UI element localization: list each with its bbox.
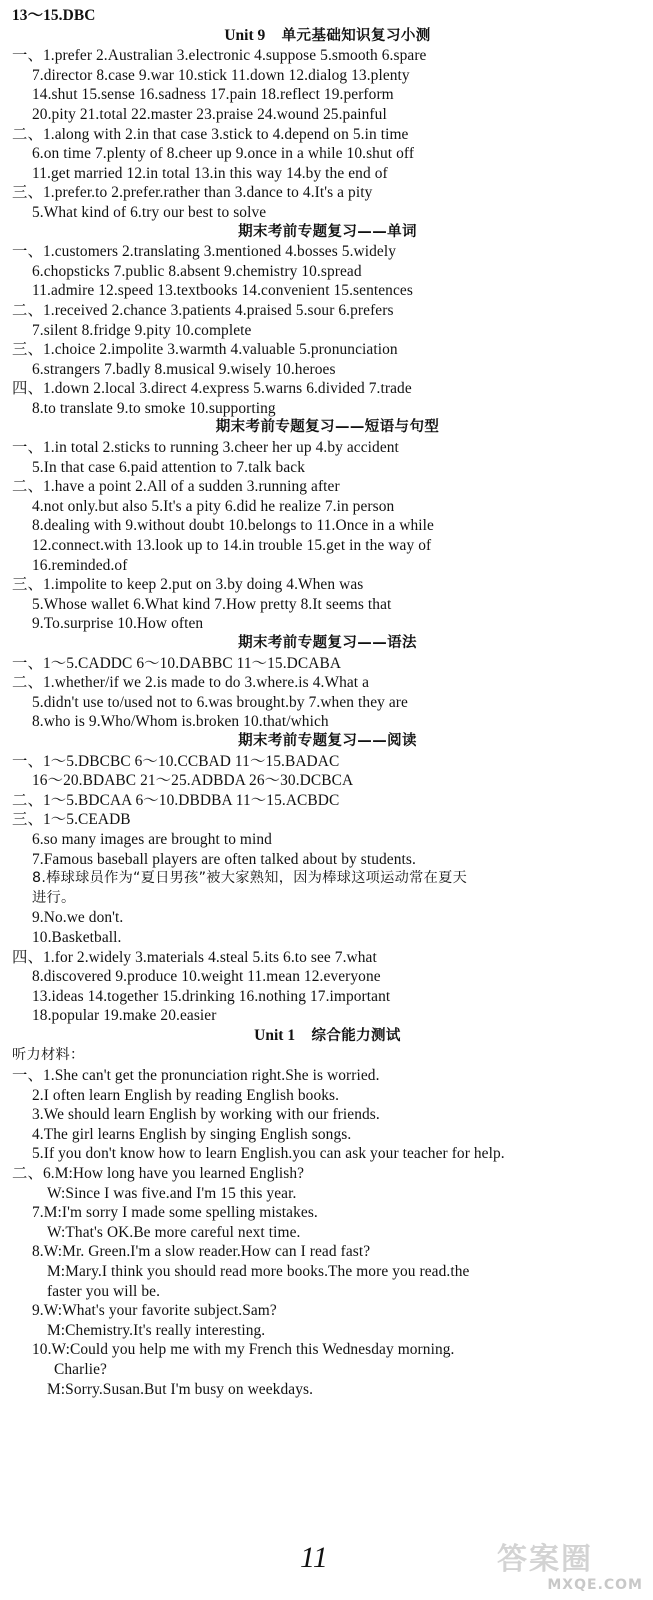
answer-line: 10.Basketball. (32, 928, 122, 946)
answer-line: 9.No.we don't. (32, 909, 124, 927)
answer-line: 16～20.BDABC 21～25.ADBDA 26～30.DCBCA (32, 772, 354, 790)
answer-line: 7.Famous baseball players are often talked about by students. (32, 850, 416, 868)
heading-text: 综合能力测试 (311, 1027, 401, 1044)
page-number: 11 (300, 1541, 328, 1574)
section-heading (12, 223, 643, 243)
answer-line: 7.silent 8.fridge 9.pity 10.complete (32, 321, 252, 339)
answer-line: faster you will be. (47, 1282, 161, 1300)
site-watermark (497, 1542, 647, 1596)
answer-line: 四、1.down 2.local 3.direct 4.express 5.warns 6.divided 7.trade (12, 380, 412, 398)
answer-line: 13～15.DBC (12, 7, 96, 24)
answer-line: 9.To.surprise 10.How often (32, 615, 204, 633)
answer-line: 二、1.whether/if we 2.is made to do 3.where.is 4.What a (12, 674, 370, 692)
answer-line: 5.What kind of 6.try our best to solve (32, 203, 267, 221)
answer-line: 一、1.prefer 2.Australian 3.electronic 4.suppose 5.smooth 6.spare (12, 47, 427, 65)
answer-line: 2.I often learn English by reading English books. (32, 1086, 340, 1104)
answer-line: 8.棒球球员作为“夏日男孩”被大家熟知，因为棒球这项运动常在夏天 (32, 870, 468, 887)
answer-lines (12, 6, 643, 1399)
answer-line: 12.connect.with 13.look up to 14.in trouble 15.get in the way of (32, 537, 432, 555)
answer-line: 一、1～5.DBCBC 6～10.CCBAD 11～15.BADAC (12, 752, 340, 770)
heading-text: 期末考前专题复习——短语与句型 (215, 419, 440, 436)
heading-text: 期末考前专题复习——单词 (238, 223, 417, 240)
section-heading (12, 418, 643, 438)
answer-line: 8.discovered 9.produce 10.weight 11.mean 12.everyone (32, 968, 381, 986)
answer-line: 二、6.M:How long have you learned English? (12, 1165, 305, 1183)
answer-line: 6.strangers 7.badly 8.musical 9.wisely 10.heroes (32, 360, 336, 378)
answer-line: M:Sorry.Susan.But I'm busy on weekdays. (47, 1380, 314, 1398)
answer-line: 3.We should learn English by working with our friends. (32, 1106, 380, 1124)
heading-text: 期末考前专题复习——阅读 (238, 732, 417, 749)
answer-line: 二、1.have a point 2.All of a sudden 3.running after (12, 478, 340, 496)
answer-line: 5.In that case 6.paid attention to 7.talk back (32, 458, 305, 476)
answer-line: 一、1.customers 2.translating 3.mentioned 4.bosses 5.widely (12, 243, 397, 261)
answer-line: 三、1～5.CEADB (12, 811, 131, 829)
answer-line: W:That's OK.Be more careful next time. (47, 1223, 301, 1241)
answer-line: 10.W:Could you help me with my French this Wednesday morning. (32, 1341, 455, 1359)
answer-line: 二、1.received 2.chance 3.patients 4.praised 5.sour 6.prefers (12, 301, 394, 319)
watermark-url: MXQE.COM (547, 1577, 643, 1594)
section-heading (12, 634, 643, 654)
answer-line: M:Chemistry.It's really interesting. (47, 1321, 266, 1339)
answer-line: 5.didn't use to/used not to 6.was brought.by 7.when they are (32, 693, 408, 711)
answer-line: 18.popular 19.make 20.easier (32, 1007, 217, 1025)
answer-line: 四、1.for 2.widely 3.materials 4.steal 5.its 6.to see 7.what (12, 948, 377, 966)
answer-line: 16.reminded.of (32, 556, 128, 574)
answer-line: 8.dealing with 9.without doubt 10.belongs to 11.Once in a while (32, 517, 434, 535)
answer-line: 一、1.She can't get the pronunciation right.She is worried. (12, 1067, 380, 1085)
answer-line: 二、1.along with 2.in that case 3.stick to 4.depend on 5.in time (12, 125, 409, 143)
answer-line: 5.Whose wallet 6.What kind 7.How pretty 8.It seems that (32, 595, 392, 613)
answer-line: 6.on time 7.plenty of 8.cheer up 9.once in a while 10.shut off (32, 145, 415, 163)
unit-label: Unit 1 (254, 1026, 296, 1044)
answer-line: 6.chopsticks 7.public 8.absent 9.chemistry 10.spread (32, 262, 362, 280)
answer-line: 6.so many images are brought to mind (32, 830, 272, 848)
section-heading (12, 1026, 643, 1047)
answer-line: 一、1～5.CADDC 6～10.DABBC 11～15.DCABA (12, 654, 342, 672)
answer-line: 11.get married 12.in total 13.in this way 14.by the end of (32, 164, 388, 182)
answer-line: M:Mary.I think you should read more books.The more you read.the (47, 1263, 470, 1280)
answer-line: 14.shut 15.sense 16.sadness 17.pain 18.reflect 19.perform (32, 86, 394, 104)
answer-line: W:Since I was five.and I'm 15 this year. (47, 1184, 297, 1202)
watermark-logo: 答案圈 (497, 1542, 593, 1577)
section-heading (12, 732, 643, 752)
heading-text: 期末考前专题复习——语法 (238, 635, 417, 651)
answer-line: 11.admire 12.speed 13.textbooks 14.convenient 15.sentences (32, 282, 413, 300)
answer-line: 三、1.impolite to keep 2.put on 3.by doing 4.When was (12, 576, 364, 594)
answer-line: 7.director 8.case 9.war 10.stick 11.down 12.dialog 13.plenty (32, 66, 410, 84)
answer-line: 三、1.choice 2.impolite 3.warmth 4.valuable 5.pronunciation (12, 341, 398, 359)
answer-line: 13.ideas 14.together 15.drinking 16.nothing 17.important (32, 987, 391, 1005)
answer-line: 4.not only.but also 5.It's a pity 6.did he realize 7.in person (32, 497, 395, 515)
answer-line: 20.pity 21.total 22.master 23.praise 24.wound 25.painful (32, 105, 387, 123)
answer-line: 7.M:I'm sorry I made some spelling mistakes. (32, 1204, 318, 1222)
answer-line: 三、1.prefer.to 2.prefer.rather than 3.dance to 4.It's a pity (12, 184, 373, 202)
answer-line: 9.W:What's your favorite subject.Sam? (32, 1302, 277, 1320)
heading-text: 单元基础知识复习小测 (281, 27, 431, 44)
answer-line: 8.to translate 9.to smoke 10.supporting (32, 399, 276, 417)
answer-line: 进行。 (32, 889, 76, 906)
section-heading (12, 26, 643, 47)
answer-line: 4.The girl learns English by singing English songs. (32, 1125, 352, 1143)
answer-line: Charlie? (54, 1360, 107, 1378)
answer-line: 8.W:Mr. Green.I'm a slow reader.How can I read fast? (32, 1243, 371, 1261)
answer-line: 听力材料： (12, 1047, 85, 1064)
answer-line: 一、1.in total 2.sticks to running 3.cheer her up 4.by accident (12, 439, 399, 457)
unit-label: Unit 9 (224, 26, 266, 44)
answer-line: 二、1～5.BDCAA 6～10.DBDBA 11～15.ACBDC (12, 791, 340, 809)
answer-line: 8.who is 9.Who/Whom is.broken 10.that/which (32, 713, 329, 731)
answer-line: 5.If you don't know how to learn English.you can ask your teacher for help. (32, 1145, 505, 1163)
